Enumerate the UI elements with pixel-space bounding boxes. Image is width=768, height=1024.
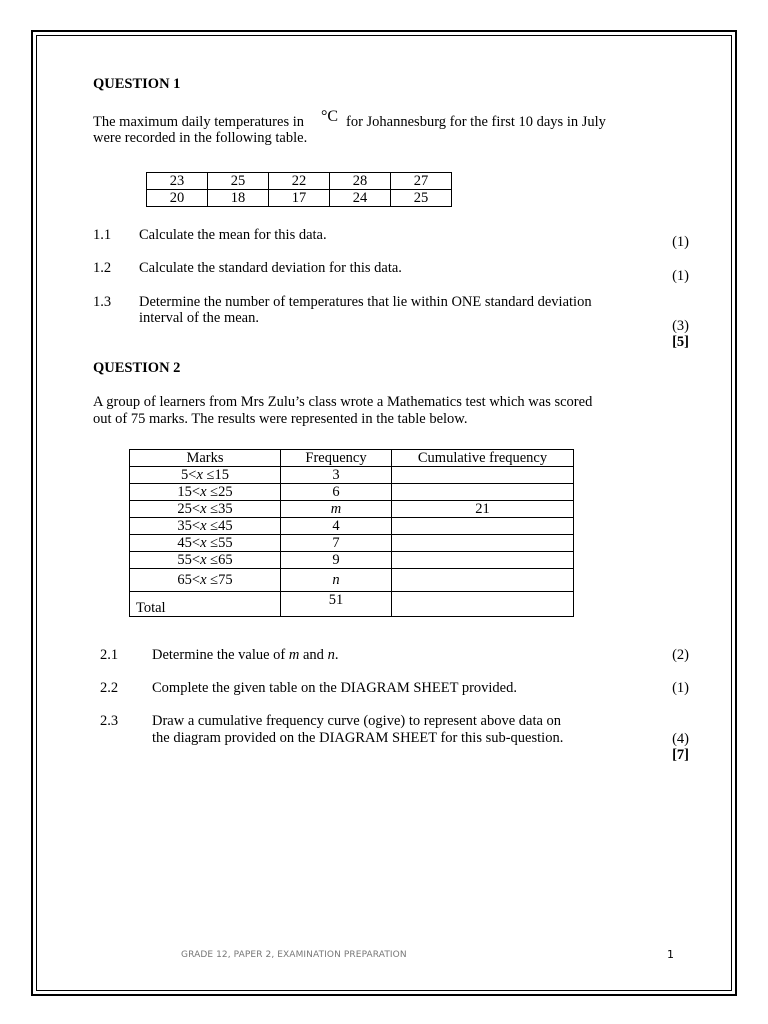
variable-x: x: [200, 572, 207, 588]
frequency-cell: 4: [281, 518, 392, 535]
frequency-cell: 7: [281, 535, 392, 552]
interval-cell: 55<x ≤65: [130, 552, 281, 569]
cumulative-cell: [392, 569, 574, 592]
table-cell: 28: [330, 173, 391, 190]
footer-text: GRADE 12, PAPER 2, EXAMINATION PREPARATION: [181, 950, 407, 960]
q2-item-text: Draw a cumulative frequency curve (ogive) to represent above data on: [152, 713, 562, 729]
q2-item-text-part: Determine the value of: [152, 647, 289, 663]
table-total-row: [130, 592, 574, 617]
total-value: 51: [281, 592, 392, 617]
interval-cell: 35<x ≤45: [130, 518, 281, 535]
table-cell: 27: [391, 173, 452, 190]
q1-item-text: Calculate the standard deviation for this data.: [139, 260, 402, 276]
table-row: [130, 552, 574, 569]
q2-item-number: 2.2: [100, 680, 119, 696]
table-cell: 24: [330, 190, 391, 207]
table-row: [130, 569, 574, 592]
table-cell: 22: [269, 173, 330, 190]
interval-cell: 15<x ≤25: [130, 484, 281, 501]
q2-item-marks: (1): [672, 680, 689, 696]
q1-item-marks: (1): [672, 234, 689, 250]
table-header-row: [130, 450, 574, 467]
q1-total-marks: [5]: [672, 334, 689, 350]
table-cell: 18: [208, 190, 269, 207]
cumulative-cell: [392, 518, 574, 535]
cumulative-cell: 21: [392, 501, 574, 518]
table-row: [130, 535, 574, 552]
table-cell: 25: [208, 173, 269, 190]
table-row: [130, 518, 574, 535]
table-row: [130, 484, 574, 501]
total-cumulative-cell: [392, 592, 574, 617]
q1-item-marks: (1): [672, 268, 689, 284]
q2-item-marks: (4): [672, 731, 689, 747]
q2-intro-line1: A group of learners from Mrs Zulu’s class wrote a Mathematics test which was scored: [93, 394, 593, 410]
q2-item-number: 2.1: [100, 647, 119, 663]
interval-cell: 45<x ≤55: [130, 535, 281, 552]
frequency-table: [129, 449, 574, 617]
cumulative-cell: [392, 552, 574, 569]
q2-item-number: 2.3: [100, 713, 119, 729]
q2-title: QUESTION 2: [93, 360, 181, 376]
table-cell: 17: [269, 190, 330, 207]
variable-m: m: [288, 647, 300, 663]
q2-item-text: Complete the given table on the DIAGRAM SHEET provided.: [152, 680, 517, 696]
table-row: [130, 467, 574, 484]
q1-item-marks: (3): [672, 318, 689, 334]
total-label: Total: [130, 592, 281, 617]
table-cell: 23: [147, 173, 208, 190]
q2-item-text-part: .: [334, 647, 339, 663]
q1-unit: °C: [321, 108, 339, 125]
q1-title: QUESTION 1: [93, 76, 181, 92]
variable-x: x: [200, 535, 207, 551]
q1-item-number: 1.1: [93, 227, 112, 243]
variable-x: x: [196, 467, 203, 483]
frequency-cell: 3: [281, 467, 392, 484]
q1-intro-b: for Johannesburg for the first 10 days in July: [346, 114, 606, 130]
q1-item-text: Determine the number of temperatures that lie within ONE standard deviation: [139, 294, 592, 310]
q2-item-text-part: and: [299, 647, 328, 663]
frequency-cell: 6: [281, 484, 392, 501]
table-cell: 25: [391, 190, 452, 207]
variable-x: x: [200, 484, 207, 500]
temperature-table: [146, 172, 452, 207]
q1-intro-a: The maximum daily temperatures in: [93, 114, 304, 130]
table-row: [130, 501, 574, 518]
frequency-cell: n: [281, 569, 392, 592]
table-row: [147, 173, 452, 190]
q2-intro-line2: out of 75 marks. The results were represented in the table below.: [93, 411, 468, 427]
frequency-cell: 9: [281, 552, 392, 569]
q1-item-number: 1.3: [93, 294, 112, 310]
q1-item-number: 1.2: [93, 260, 112, 276]
variable-n: n: [327, 647, 335, 663]
interval-cell: 65<x ≤75: [130, 569, 281, 592]
column-header-cumulative: Cumulative frequency: [392, 450, 574, 467]
table-cell: 20: [147, 190, 208, 207]
cumulative-cell: [392, 484, 574, 501]
interval-cell: 5<x ≤15: [130, 467, 281, 484]
variable-x: x: [200, 518, 207, 534]
column-header-frequency: Frequency: [281, 450, 392, 467]
variable-x: x: [200, 552, 207, 568]
q2-item-text: [152, 647, 338, 664]
q1-item-text-cont: interval of the mean.: [139, 310, 259, 326]
frequency-cell: m: [281, 501, 392, 518]
cumulative-cell: [392, 535, 574, 552]
cumulative-cell: [392, 467, 574, 484]
q2-item-marks: (2): [672, 647, 689, 663]
q1-intro-line2: were recorded in the following table.: [93, 130, 308, 146]
table-row: [147, 190, 452, 207]
interval-cell: 25<x ≤35: [130, 501, 281, 518]
column-header-marks: Marks: [130, 450, 281, 467]
q1-item-text: Calculate the mean for this data.: [139, 227, 327, 243]
page-number: 1: [667, 948, 674, 961]
variable-x: x: [200, 501, 207, 517]
q2-item-text-cont: the diagram provided on the DIAGRAM SHEET for this sub-question.: [152, 730, 564, 746]
q2-total-marks: [7]: [672, 747, 689, 763]
